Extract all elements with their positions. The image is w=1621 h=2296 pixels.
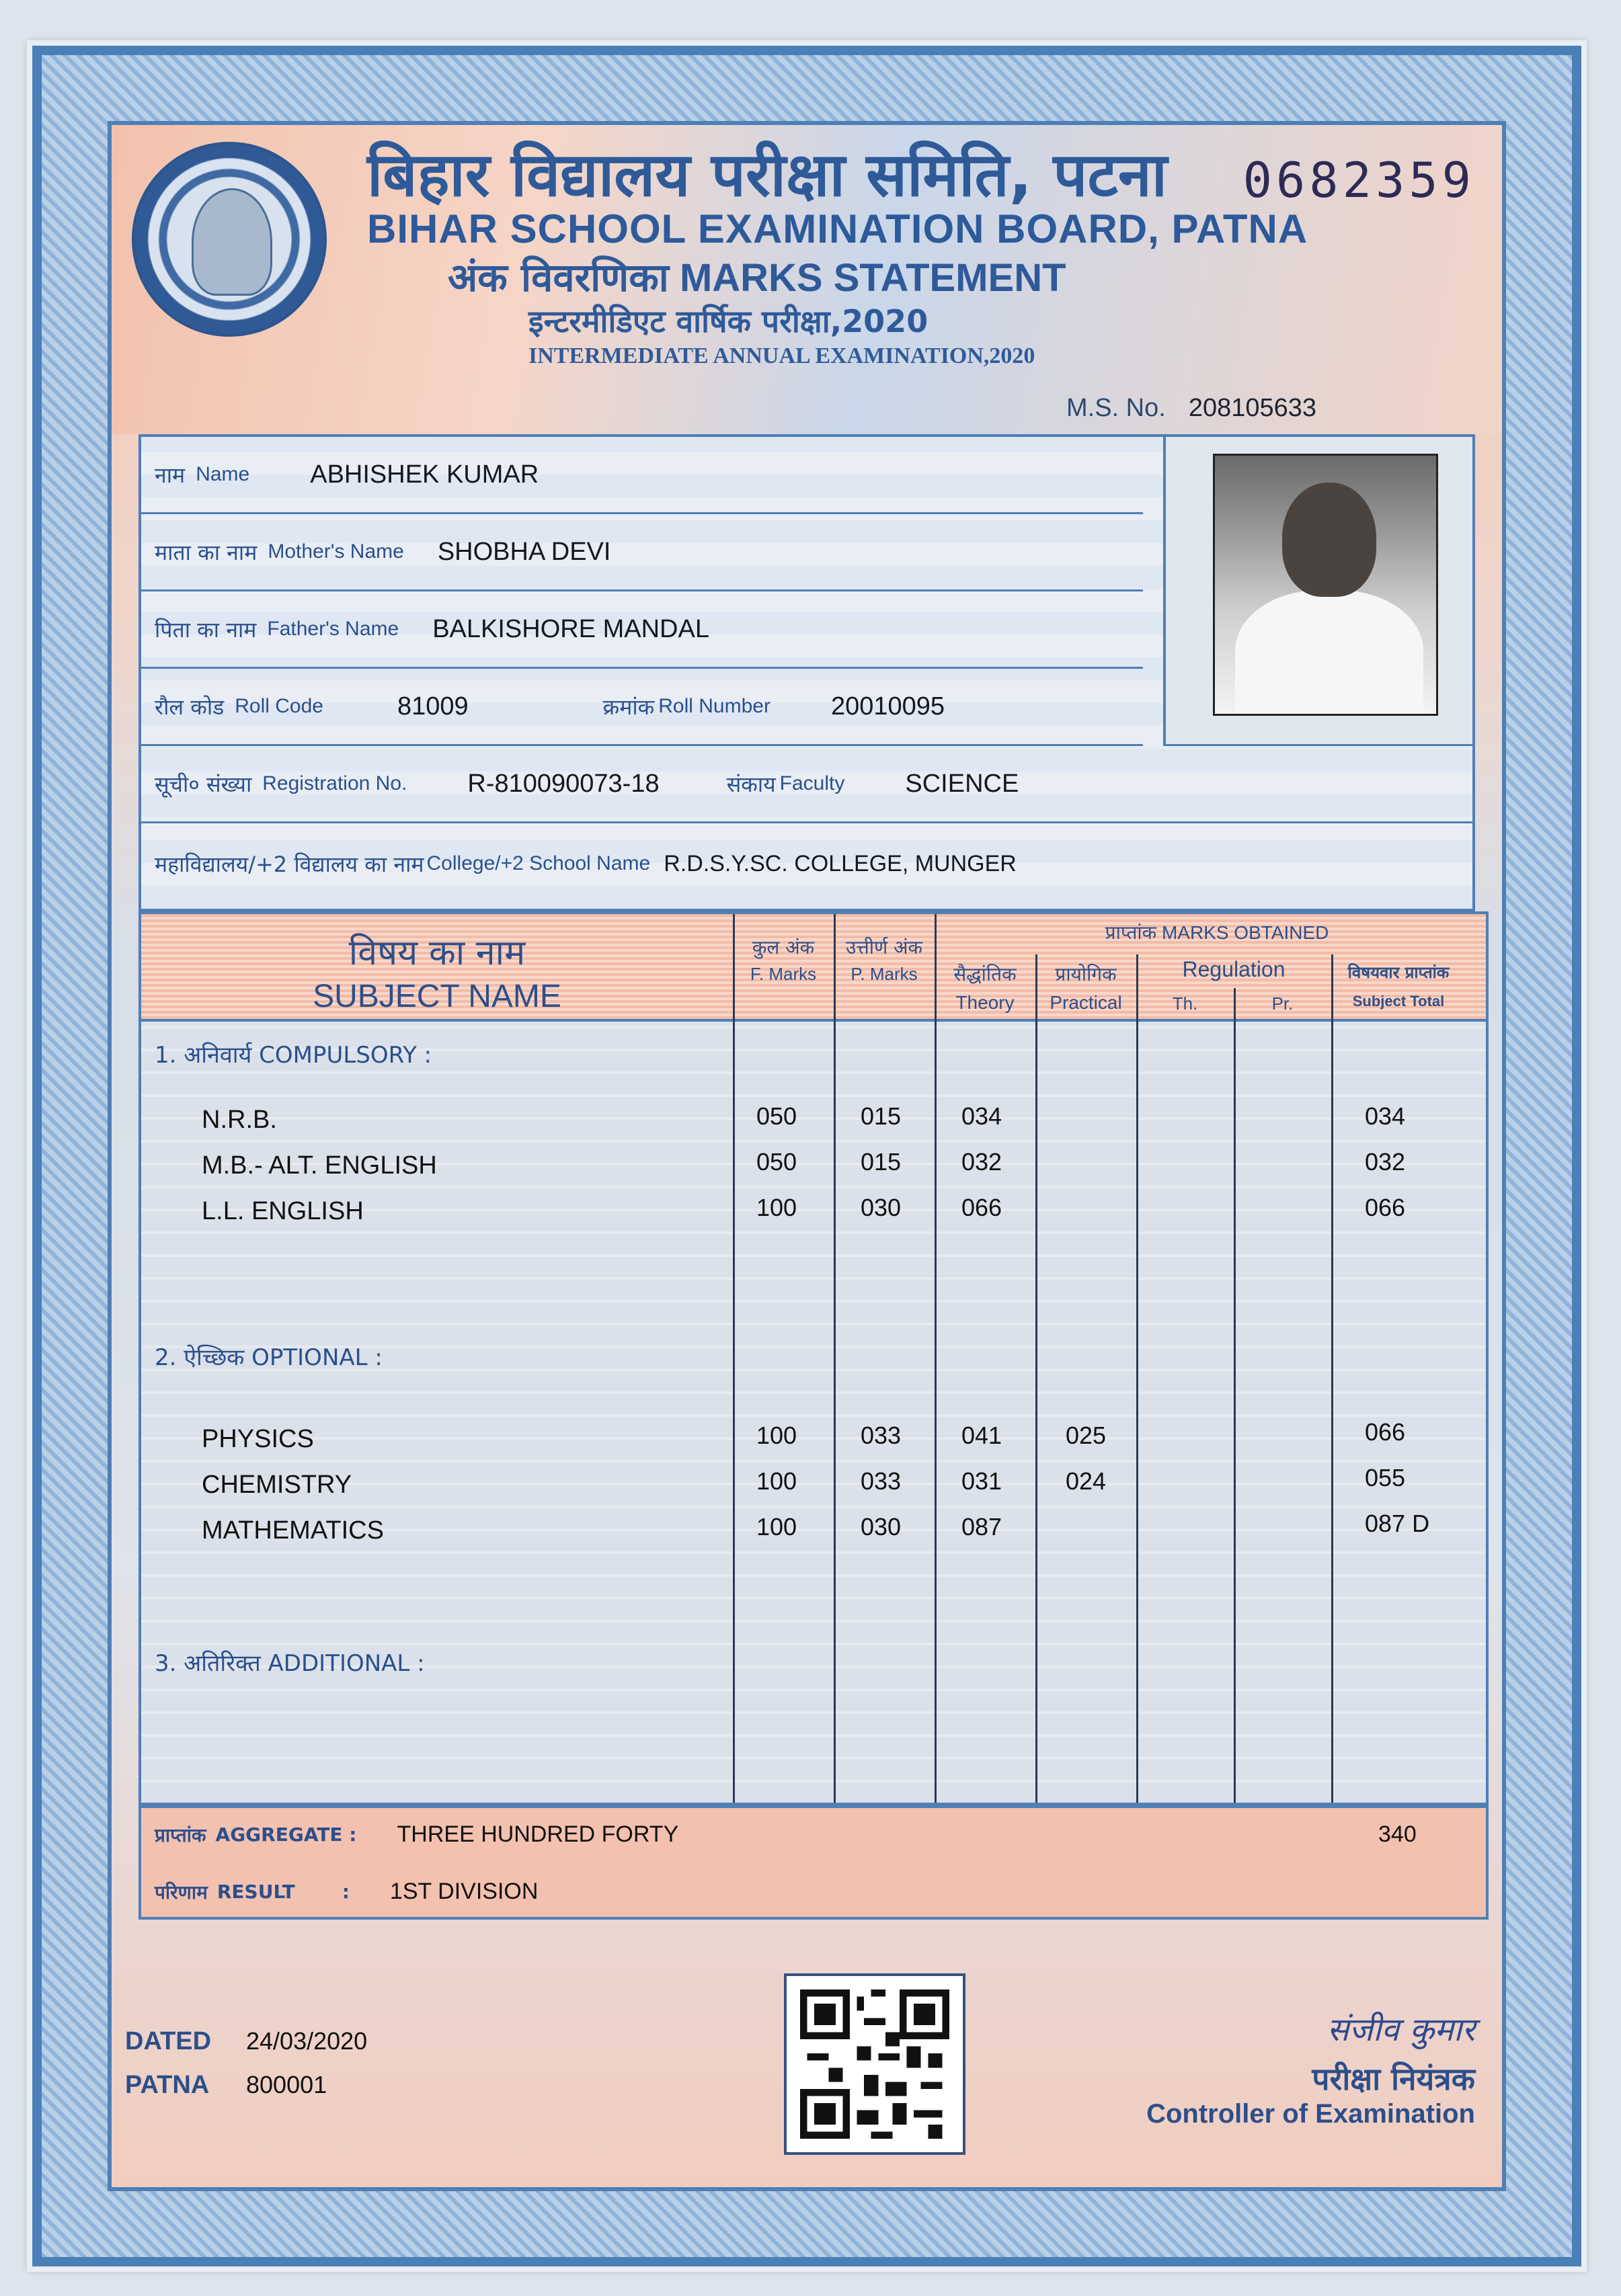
roll-number-label-hindi: क्रमांक <box>602 694 655 720</box>
pass-marks: 015 <box>861 1102 902 1130</box>
compulsory-section-label: 1. अनिवार्य COMPULSORY : <box>155 1042 432 1069</box>
subject-total: 087 D <box>1365 1510 1430 1537</box>
subject-header: SUBJECT NAME <box>313 979 561 1014</box>
certificate-body <box>108 121 1506 2191</box>
pass-marks: 033 <box>861 1422 902 1449</box>
practical-header-hindi: प्रायोगिक <box>1055 963 1117 985</box>
subject-header-hindi: विषय का नाम <box>348 933 526 973</box>
name-label: Name <box>196 463 250 485</box>
practical-marks: 024 <box>1066 1467 1107 1495</box>
exam-title-hindi: इन्टरमीडिएट वार्षिक परीक्षा,2020 <box>528 303 928 339</box>
pass-marks: 030 <box>861 1194 902 1221</box>
subject-total-header-label: Subject Total <box>1352 993 1445 1010</box>
board-seal-icon <box>132 142 327 337</box>
mother-label: Mother's Name <box>268 540 404 563</box>
roll-code: 81009 <box>397 692 469 721</box>
ms-number-label: M.S. No. <box>1066 394 1166 422</box>
result-row <box>155 1879 538 1905</box>
roll-row <box>141 669 1143 746</box>
theory-header-hindi: सैद्धांतिक <box>953 963 1017 985</box>
roll-number: 20010095 <box>830 692 945 721</box>
aggregate-label-hindi: प्राप्तांक <box>155 1823 206 1846</box>
place-label: PATNA <box>125 2071 210 2099</box>
faculty: SCIENCE <box>905 769 1019 798</box>
full-marks: 050 <box>756 1102 797 1130</box>
aggregate-value: 340 <box>1378 1821 1417 1847</box>
full-marks: 100 <box>756 1513 797 1541</box>
college-name: R.D.S.Y.SC. COLLEGE, MUNGER <box>664 850 1017 876</box>
full-marks: 050 <box>756 1148 797 1176</box>
pass-marks: 033 <box>861 1467 902 1495</box>
roll-code-label-hindi: रौल कोड <box>155 694 225 720</box>
father-name: BALKISHORE MANDAL <box>432 614 709 643</box>
subject-column-header <box>141 928 733 1015</box>
document-title <box>448 249 1066 302</box>
marks-table-header <box>141 914 1486 1022</box>
marks-obtained-label: MARKS OBTAINED <box>1161 922 1329 943</box>
marks-table-body <box>141 1022 1486 1803</box>
theory-marks: 031 <box>961 1467 1002 1495</box>
controller-title-hindi: परीक्षा नियंत्रक <box>1312 2061 1475 2097</box>
aggregate-label: AGGREGATE : <box>215 1823 357 1846</box>
pass-marks: 015 <box>861 1148 902 1176</box>
student-name: ABHISHEK KUMAR <box>310 460 539 489</box>
subject-name: MATHEMATICS <box>202 1516 384 1545</box>
student-info <box>139 434 1475 911</box>
pass-marks-header-hindi: उत्तीर्ण अंक <box>846 936 922 958</box>
name-row <box>141 437 1143 514</box>
subject-total-header <box>1331 961 1466 1010</box>
subject-total: 032 <box>1365 1148 1406 1176</box>
roll-number-label: Roll Number <box>658 695 770 717</box>
theory-marks: 032 <box>961 1148 1002 1176</box>
subject-total-header-hindi: विषयवार प्राप्तांक <box>1347 963 1450 982</box>
registration-label-hindi: सूची० संख्या <box>155 771 252 797</box>
college-label: College/+2 School Name <box>426 852 651 874</box>
marks-table <box>139 911 1489 1805</box>
full-marks: 100 <box>756 1467 797 1495</box>
full-marks: 100 <box>756 1422 797 1449</box>
subject-total: 034 <box>1365 1102 1406 1130</box>
faculty-label: Faculty <box>779 772 845 794</box>
mother-name: SHOBHA DEVI <box>437 537 611 566</box>
serial-number: 0682359 <box>1242 152 1475 208</box>
subject-name: L.L. ENGLISH <box>202 1197 364 1225</box>
full-marks: 100 <box>756 1194 797 1221</box>
subject-name: PHYSICS <box>202 1425 314 1453</box>
registration-row <box>141 746 1472 823</box>
marks-obtained-header <box>935 919 1499 945</box>
college-row <box>141 823 1472 904</box>
subject-total: 066 <box>1365 1418 1406 1446</box>
ms-number-value: 208105633 <box>1188 394 1317 422</box>
board-title-english: BIHAR SCHOOL EXAMINATION BOARD, PATNA <box>367 206 1308 251</box>
subject-total: 055 <box>1365 1464 1406 1491</box>
pass-marks-header <box>834 934 935 985</box>
theory-header <box>935 961 1035 1014</box>
theory-marks: 087 <box>961 1513 1002 1541</box>
full-marks-header <box>733 934 834 985</box>
theory-marks: 066 <box>961 1194 1002 1221</box>
pass-marks: 030 <box>861 1513 902 1541</box>
theory-marks: 041 <box>961 1422 1002 1449</box>
board-title-hindi: बिहार विद्यालय परीक्षा समिति, पटना <box>367 140 1168 210</box>
controller-signature-block <box>1146 2007 1475 2129</box>
qr-code <box>784 1973 965 2155</box>
student-photo <box>1213 454 1438 716</box>
regulation-header: Regulation <box>1182 957 1286 981</box>
aggregate-result-block <box>139 1805 1489 1920</box>
faculty-label-hindi: संकाय <box>726 771 776 797</box>
pin-code: 800001 <box>246 2071 327 2098</box>
regulation-theory-header: Th. <box>1172 993 1198 1014</box>
marks-statement-sheet <box>27 40 1587 2272</box>
registration-label: Registration No. <box>262 772 407 794</box>
father-label-hindi: पिता का नाम <box>155 616 257 643</box>
practical-marks: 025 <box>1066 1422 1107 1449</box>
father-row <box>141 591 1143 669</box>
issue-date: 24/03/2020 <box>246 2027 368 2055</box>
full-marks-header-label: F. Marks <box>750 964 817 984</box>
aggregate-words: THREE HUNDRED FORTY <box>397 1821 679 1847</box>
result-label-hindi: परिणाम <box>155 1881 208 1903</box>
father-label: Father's Name <box>267 618 399 640</box>
practical-header-label: Practical <box>1050 992 1122 1013</box>
result-separator: : <box>342 1881 350 1903</box>
additional-section-label: 3. अतिरिक्त ADDITIONAL : <box>155 1650 425 1677</box>
document-title-english: MARKS STATEMENT <box>679 256 1066 300</box>
regulation-practical-header: Pr. <box>1271 993 1294 1014</box>
dated-label: DATED <box>125 2027 212 2055</box>
document-title-hindi: अंक विवरणिका <box>448 255 669 300</box>
subject-name: N.R.B. <box>202 1106 277 1134</box>
college-label-hindi: महाविद्यालय/+2 विद्यालय का नाम <box>155 851 424 877</box>
signature: संजीव कुमार <box>1327 2011 1475 2049</box>
registration-number: R-810090073-18 <box>467 769 660 798</box>
optional-section-label: 2. ऐच्छिक OPTIONAL : <box>155 1344 383 1371</box>
exam-title-english: INTERMEDIATE ANNUAL EXAMINATION,2020 <box>528 343 1035 368</box>
result-label: RESULT <box>216 1881 295 1903</box>
pass-marks-header-label: P. Marks <box>851 964 918 984</box>
practical-header <box>1035 961 1136 1014</box>
photo-frame <box>1163 437 1472 746</box>
subject-name: M.B.- ALT. ENGLISH <box>202 1151 437 1180</box>
mother-row <box>141 514 1143 591</box>
controller-title: Controller of Examination <box>1146 2099 1475 2129</box>
ms-number <box>1066 394 1316 423</box>
result-value: 1ST DIVISION <box>389 1879 539 1904</box>
name-label-hindi: नाम <box>155 462 186 488</box>
theory-marks: 034 <box>961 1102 1002 1130</box>
roll-code-label: Roll Code <box>235 695 323 717</box>
aggregate-row <box>155 1821 1472 1848</box>
footer <box>112 1926 1502 2187</box>
marks-obtained-hindi: प्राप्तांक <box>1105 921 1157 944</box>
subject-total: 066 <box>1365 1194 1406 1221</box>
full-marks-header-hindi: कुल अंक <box>752 936 815 958</box>
subject-name: CHEMISTRY <box>202 1471 352 1499</box>
theory-header-label: Theory <box>955 992 1015 1013</box>
mother-label-hindi: माता का नाम <box>155 539 258 565</box>
